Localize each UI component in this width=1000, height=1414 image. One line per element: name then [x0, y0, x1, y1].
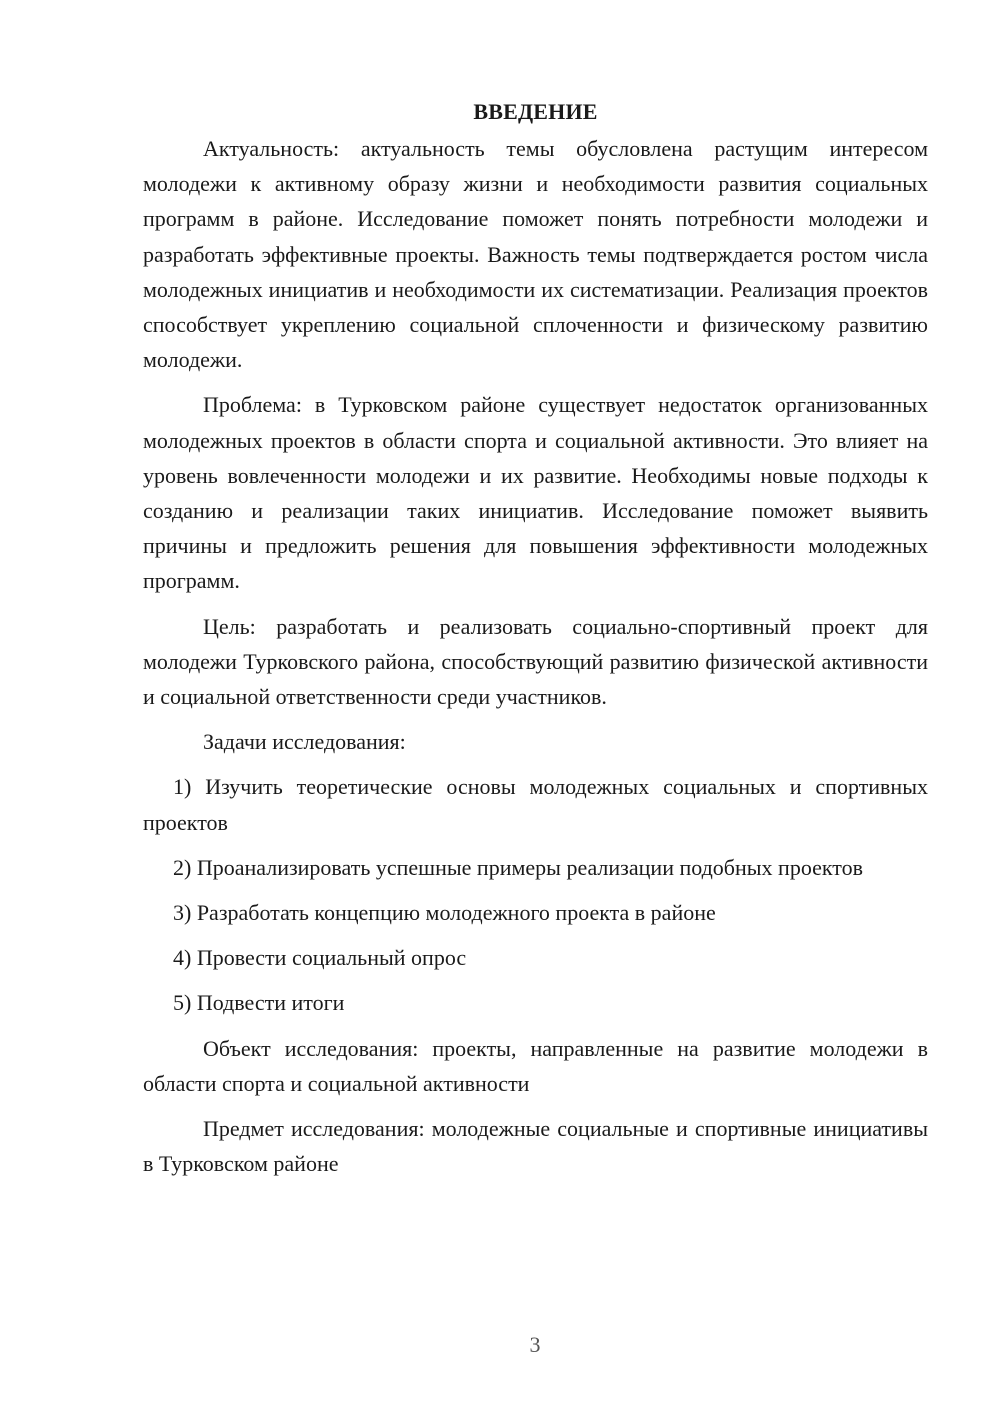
task-item-3: 3) Разработать концепцию молодежного проекта в районе: [173, 900, 716, 926]
task-item-1: 1) Изучить теоретические основы молодежных социальных и спортивных проектов: [143, 774, 928, 835]
task-item-4: 4) Провести социальный опрос: [173, 945, 467, 971]
paragraph-relevance: Актуальность: актуальность темы обусловлена растущим интересом молодежи к активному образу жизни и необходимости развития социальных программ в районе. Исследование поможет понять потребности молодежи и разработать эффективные проекты. Важность темы подтверждается ростом числа молодежных инициатив и необходимости их систематизации. Реализация проектов способствует укреплению социальной сплоченности и физическому развитию молодежи.: [143, 136, 928, 373]
paragraph-tasks-heading: Задачи исследования:: [203, 729, 406, 755]
paragraph-problem: Проблема: в Турковском районе существует недостаток организованных молодежных проектов в области спорта и социальной активности. Это влияет на уровень вовлеченности молодежи и их развитие. Необходимы новые подходы к созданию и реализации таких инициатив. Исследование поможет выявить причины и предложить решения для повышения эффективности молодежных программ.: [143, 392, 928, 594]
document-title: ВВЕДЕНИЕ: [473, 99, 598, 124]
document-page: [143, 94, 928, 1191]
task-item-2: 2) Проанализировать успешные примеры реализации подобных проектов: [173, 854, 863, 880]
paragraph-subject: Предмет исследования: молодежные социальные и спортивные инициативы в Турковском районе: [143, 1116, 928, 1177]
paragraph-goal: Цель: разработать и реализовать социально-спортивный проект для молодежи Турковского района, способствующий развитию физической активности и социальной ответственности среди участников.: [143, 613, 928, 710]
paragraph-object: Объект исследования: проекты, направленные на развитие молодежи в области спорта и социальной активности: [143, 1035, 928, 1096]
page-number: 3: [529, 1332, 541, 1357]
task-item-5: 5) Подвести итоги: [173, 990, 345, 1016]
